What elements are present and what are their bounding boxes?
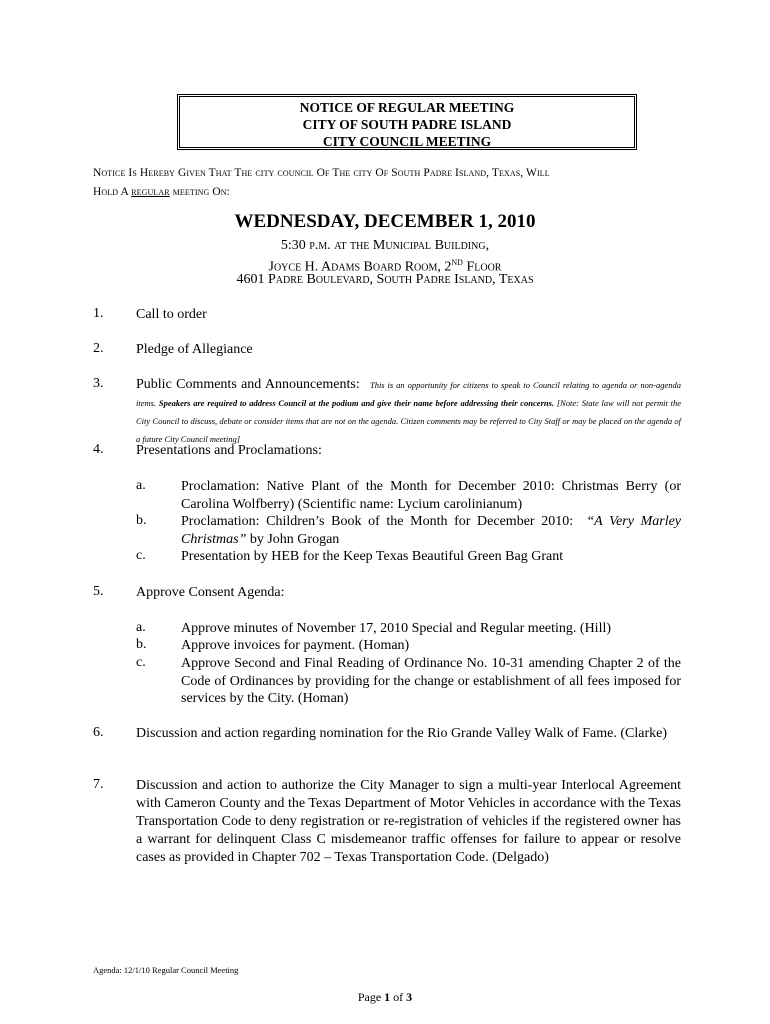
item-6-number: 6. [93, 725, 104, 740]
title-box [177, 94, 637, 150]
item-3-note-bold: Speakers are required to address Council at the podium and give their name before addressing their concerns. [158, 398, 555, 408]
item-4b-block [181, 513, 681, 548]
item-3-note-b: [Note: State law will not permit the City Council to discuss, debate or consider items that are not on the agenda. Citizen comments may be referred to City Staff or may be placed on the agenda of a future City Council meeting] [136, 398, 682, 444]
item-5b-text: Approve invoices for payment. (Homan) [181, 638, 410, 653]
item-2-text: Pledge of Allegiance [136, 342, 253, 357]
item-3-block [136, 376, 681, 448]
notice-part-3: meeting On: [169, 186, 230, 198]
item-7-text: Discussion and action to authorize the City Manager to sign a multi-year Interlocal Agreement with Cameron County and the Texas Department of Motor Vehicles in accordance with the Texas Transportation Code to deny registration or re-registration of vehicles if the registered owner has a warrant for delinquent Class C misdemeanor traffic offenses for failure to appear or resolve cases as provided in Chapter 702 – Texas Transportation Code. (Delgado) [136, 778, 681, 865]
item-7-number: 7. [93, 777, 104, 792]
item-1-number: 1. [93, 306, 104, 321]
item-3-text: Public Comments and Announcements: [136, 377, 360, 392]
meeting-date: WEDNESDAY, DECEMBER 1, 2010 [234, 211, 536, 232]
item-4b-author: by John Grogan [246, 531, 340, 547]
item-5a-text: Approve minutes of November 17, 2010 Special and Regular meeting. (Hill) [181, 621, 612, 636]
item-4a-letter: a. [136, 478, 146, 493]
meeting-time: 5:30 p.m. at the Municipal Building, [280, 238, 490, 253]
item-6-text: Discussion and action regarding nomination for the Rio Grande Valley Walk of Fame. (Clarke) [136, 726, 668, 741]
item-4c-text: Presentation by HEB for the Keep Texas Beautiful Green Bag Grant [181, 549, 564, 564]
item-4b-letter: b. [136, 513, 147, 528]
item-5-number: 5. [93, 584, 104, 599]
page-number [0, 990, 770, 1005]
title-line-1: NOTICE OF REGULAR MEETING [299, 100, 515, 115]
item-5c-letter: c. [136, 655, 146, 670]
item-5b-letter: b. [136, 637, 147, 652]
item-4b-text: Proclamation: Children’s Book of the Month for December 2010: [181, 514, 574, 529]
meeting-address: 4601 Padre Boulevard, South Padre Island, Texas [236, 272, 534, 287]
title-line-2: CITY OF SOUTH PADRE ISLAND [302, 117, 512, 132]
meeting-address-line [0, 270, 770, 289]
item-5c-text: Approve Second and Final Reading of Ordinance No. 10-31 amending Chapter 2 of the Code of Ordinances by providing for the change or establishment of all fees imposed for services by the City. (Homan) [181, 656, 681, 706]
item-4-number: 4. [93, 442, 104, 457]
item-4b-title: “A Very Marley Christmas” [181, 514, 682, 547]
page-current: 1 [384, 990, 391, 1004]
item-5-text: Approve Consent Agenda: [136, 585, 285, 600]
item-2-number: 2. [93, 341, 104, 356]
item-4-text: Presentations and Proclamations: [136, 443, 322, 458]
item-3-note-a: This is an opportunity for citizens to speak to Council relating to agenda or non-agenda items. [136, 380, 682, 408]
notice-part-1: Notice Is Hereby Given That The city council Of The city Of South Padre Island, Texas, Will [93, 167, 550, 179]
page-of: of [390, 990, 407, 1004]
page-prefix: Page [357, 990, 385, 1004]
notice-regular: regular [131, 186, 170, 198]
notice-part-2: Hold A [93, 186, 132, 198]
item-3-number: 3. [93, 376, 104, 391]
notice-paragraph [93, 164, 693, 202]
footer-agenda-label: Agenda: 12/1/10 Regular Council Meeting [93, 965, 239, 975]
title-line-3: CITY COUNCIL MEETING [322, 134, 492, 149]
item-1-text: Call to order [136, 307, 207, 322]
item-4a-text: Proclamation: Native Plant of the Month for December 2010: Christmas Berry (or Carolina Wolfberry) (Scientific name: Lycium carolinianum) [181, 479, 681, 512]
item-4c-letter: c. [136, 548, 146, 563]
page-total: 3 [406, 990, 413, 1004]
item-5a-letter: a. [136, 620, 146, 635]
meeting-room-sup: ND [451, 258, 463, 267]
meeting-room-a: Joyce H. Adams Board Room, 2 [268, 259, 452, 275]
meeting-room-b: Floor [462, 259, 502, 275]
